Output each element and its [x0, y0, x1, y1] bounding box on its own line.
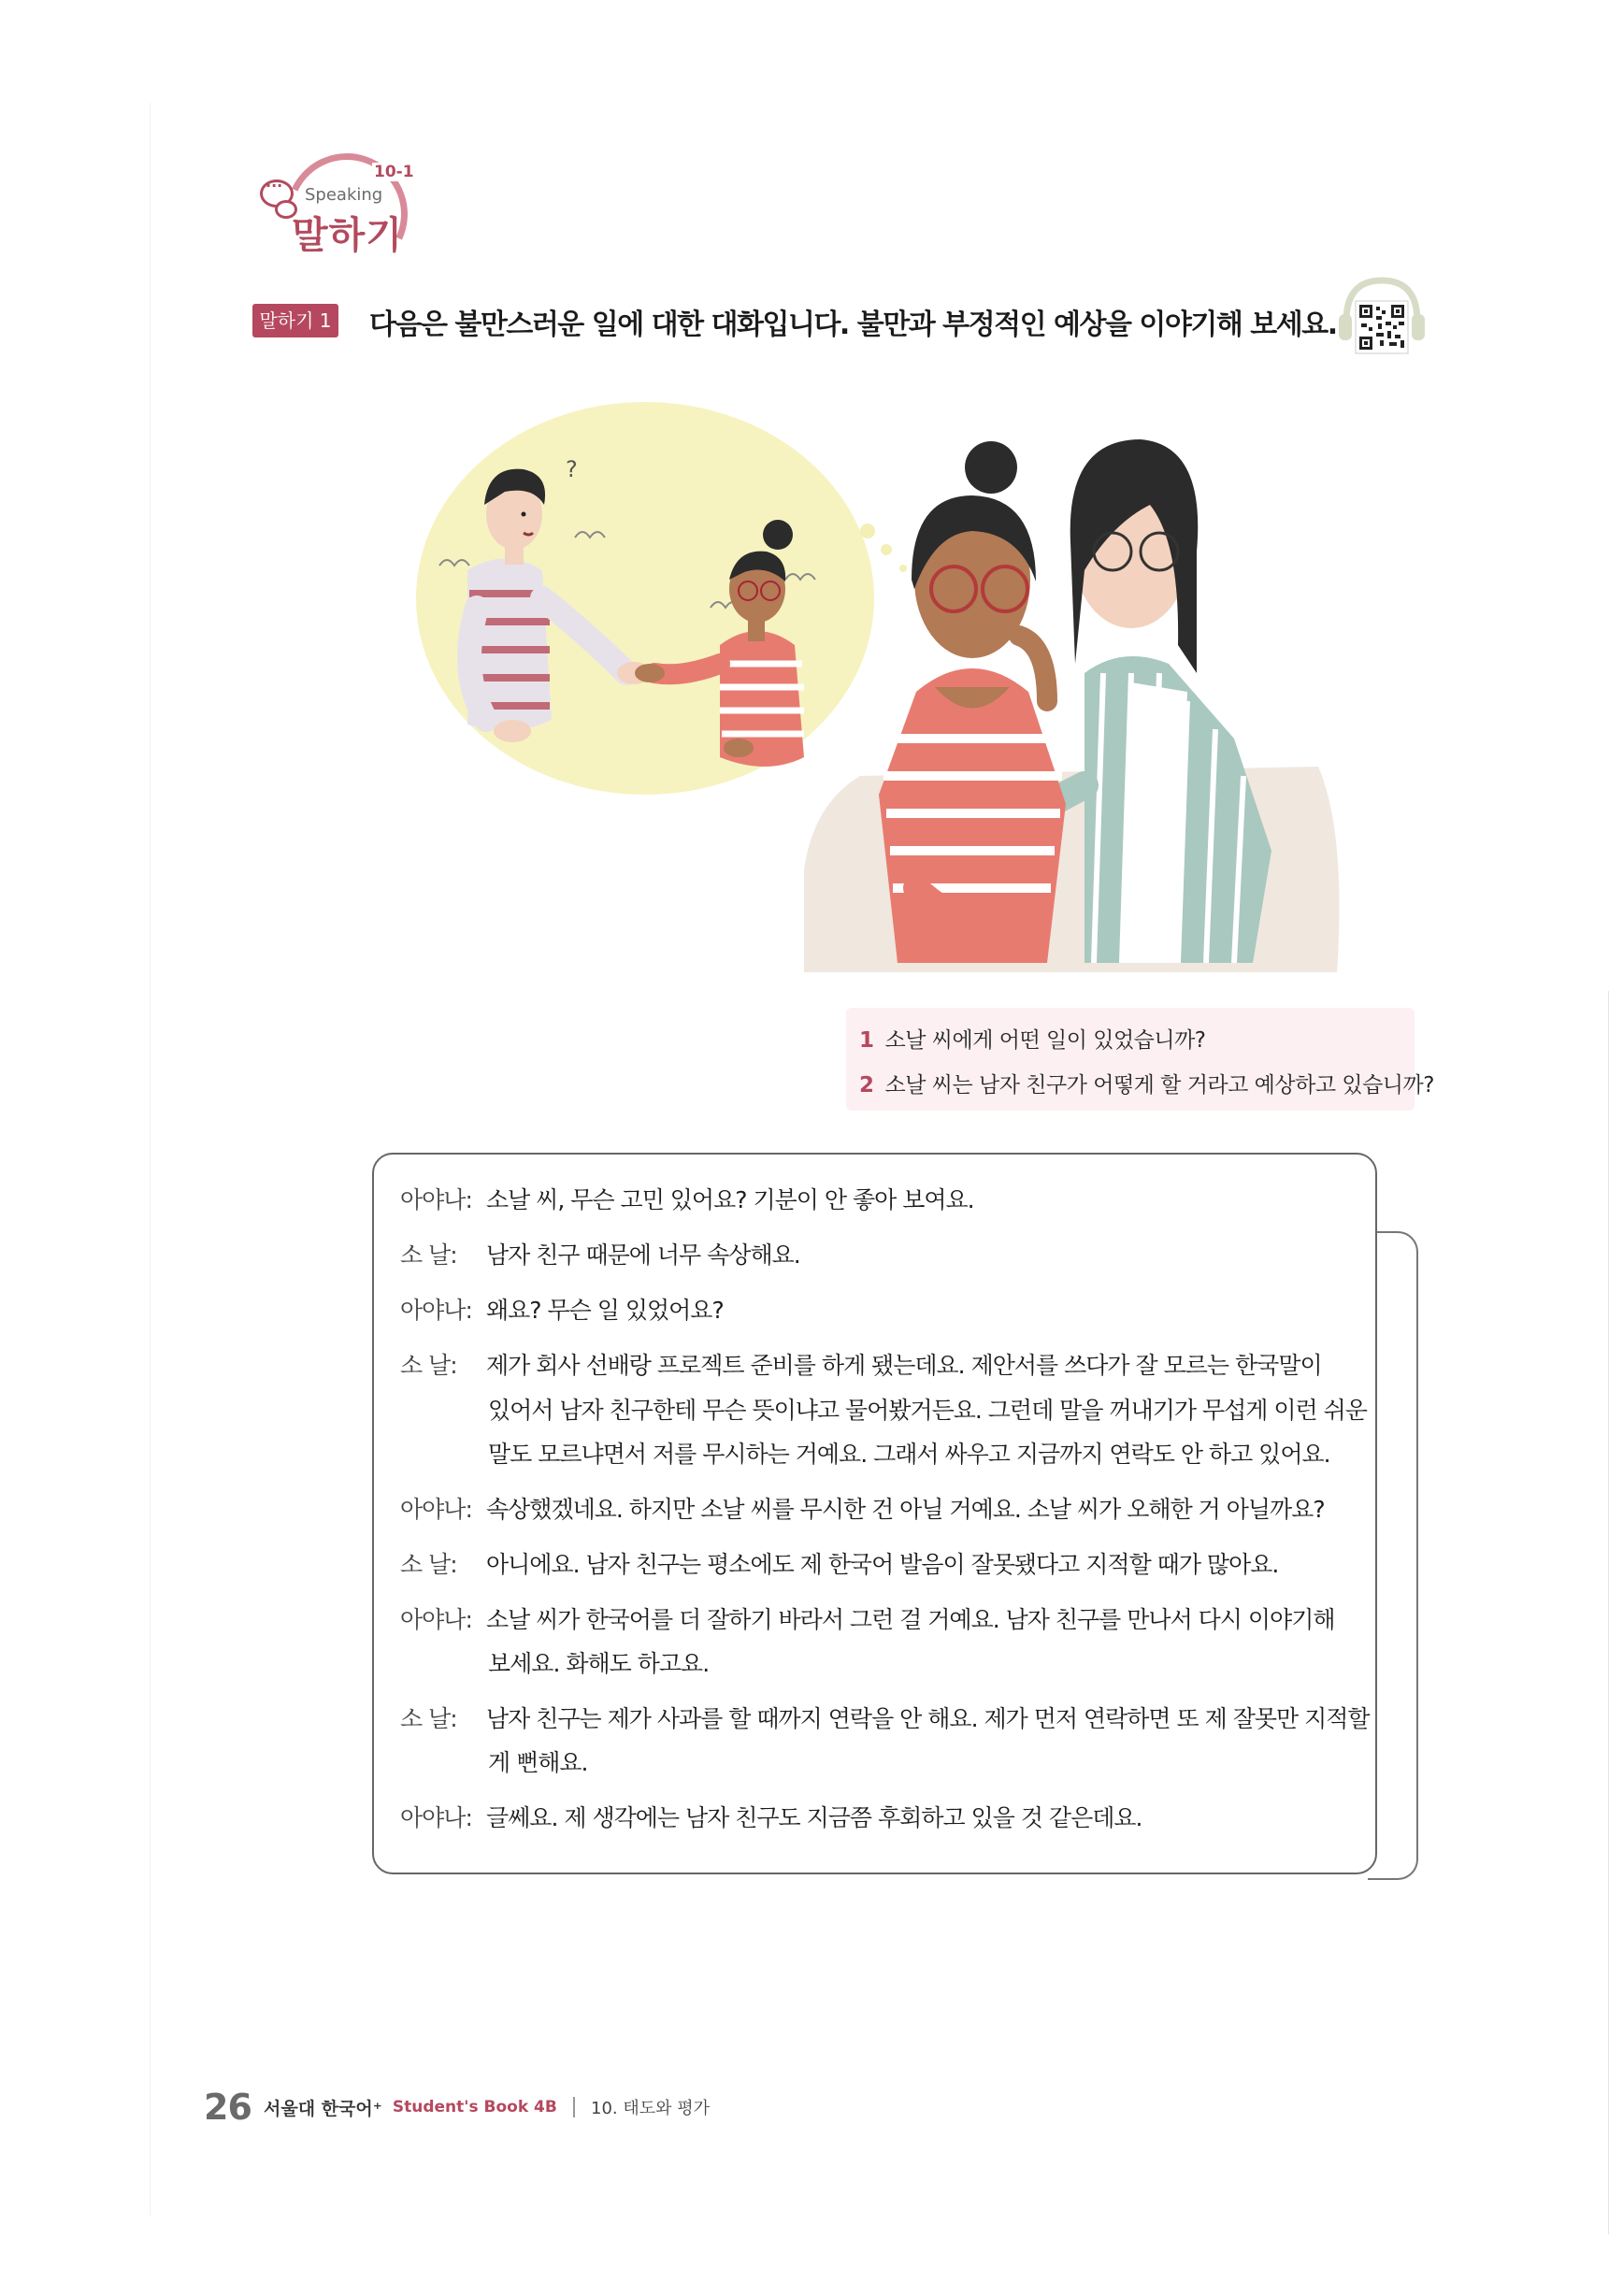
sonal-figure: [879, 441, 1066, 963]
dialogue-line: [400, 1288, 724, 1332]
audio-qr-icon[interactable]: [1335, 273, 1429, 363]
question-text: 소날 씨에게 어떤 일이 있었습니까?: [884, 1028, 1206, 1053]
utterance-continued: 있어서 남자 친구한테 무슨 뜻이냐고 물어봤거든요. 그런데 말을 꺼내기가 무섭게 이런 쉬운: [488, 1397, 1367, 1424]
question-number: 1: [859, 1028, 874, 1053]
page-footer: [204, 2087, 710, 2128]
dialogue-line: [400, 1233, 800, 1277]
utterance: 소날 씨, 무슨 고민 있어요? 기분이 안 좋아 보여요.: [486, 1186, 974, 1213]
exercise-instruction: 다음은 불만스러운 일에 대한 대화입니다. 불만과 부정적인 예상을 이야기해 보세요.: [369, 309, 1337, 341]
utterance: 남자 친구는 제가 사과를 할 때까지 연락을 안 해요. 제가 먼저 연락하면 또 제 잘못만 지적할: [486, 1705, 1370, 1732]
scan-edge: [150, 103, 151, 2216]
section-label-ko: 말하기: [292, 214, 403, 257]
speaker: 아야나:: [400, 1186, 472, 1213]
comprehension-questions: [846, 1008, 1434, 1111]
question-mark: ?: [566, 456, 578, 482]
scan-edge: [1608, 991, 1609, 2234]
dialogue-line: [400, 1697, 1370, 1741]
dialogue-line: [400, 1598, 1335, 1642]
book-title: 서울대 한국어⁺: [263, 2098, 382, 2119]
dialogue-line: [400, 1178, 974, 1222]
dialogue-line: [400, 1796, 1142, 1840]
utterance: 소날 씨가 한국어를 더 잘하기 바라서 그런 걸 거예요. 남자 친구를 만나서 다시 이야기해: [486, 1606, 1335, 1633]
speaker: 소 날:: [400, 1241, 457, 1269]
speaker: 소 날:: [400, 1352, 457, 1379]
utterance-continued: 말도 모르냐면서 저를 무시하는 거예요. 그래서 싸우고 지금까지 연락도 안 하고 있어요.: [488, 1441, 1330, 1468]
section-label-en: Speaking: [305, 185, 383, 205]
exercise-badge: 말하기 1: [252, 304, 338, 337]
question-item: [859, 1068, 1434, 1098]
speaker: 아야나:: [400, 1606, 472, 1633]
utterance: 글쎄요. 제 생각에는 남자 친구도 지금쯤 후회하고 있을 것 같은데요.: [486, 1804, 1142, 1831]
dialogue-line: [400, 1343, 1322, 1387]
speaker: 아야나:: [400, 1297, 472, 1324]
utterance: 속상했겠네요. 하지만 소날 씨를 무시한 건 아닐 거예요. 소날 씨가 오해한 거 아닐까요?: [486, 1496, 1325, 1523]
footer-divider: [573, 2097, 575, 2117]
speaker: 소 날:: [400, 1705, 457, 1732]
utterance: 제가 회사 선배랑 프로젝트 준비를 하게 됐는데요. 제안서를 쓰다가 잘 모르는 한국말이: [486, 1352, 1322, 1379]
question-text: 소날 씨는 남자 친구가 어떻게 할 거라고 예상하고 있습니까?: [884, 1073, 1434, 1098]
speaker: 아야나:: [400, 1804, 472, 1831]
section-logo: [254, 150, 423, 262]
question-item: [859, 1023, 1206, 1054]
utterance: 아니에요. 남자 친구는 평소에도 제 한국어 발음이 잘못됐다고 지적할 때가 많아요.: [486, 1551, 1279, 1578]
section-number: 10-1: [374, 163, 414, 181]
question-number: 2: [859, 1073, 874, 1098]
utterance-continued: 게 뻔해요.: [488, 1749, 588, 1776]
dialogue-box: [372, 1153, 1377, 1874]
speaker: 소 날:: [400, 1551, 457, 1578]
utterance: 남자 친구 때문에 너무 속상해요.: [486, 1241, 800, 1269]
page-number: 26: [204, 2087, 251, 2128]
dialogue-illustration: [374, 365, 1356, 972]
chapter-title: 10. 태도와 평가: [591, 2099, 711, 2118]
utterance: 왜요? 무슨 일 있었어요?: [486, 1297, 724, 1324]
dialogue-line: [400, 1487, 1325, 1531]
speaker: 아야나:: [400, 1496, 472, 1523]
utterance-continued: 보세요. 화해도 하고요.: [488, 1650, 710, 1677]
book-title-en: Student's Book 4B: [392, 2098, 557, 2117]
dialogue-line: [400, 1543, 1278, 1586]
